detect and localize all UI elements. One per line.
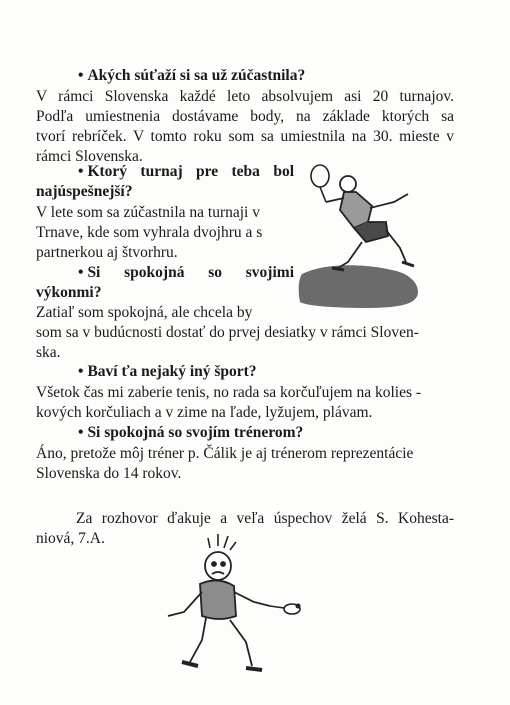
question-3-text: Si spokojná so svojimi — [87, 264, 294, 281]
bullet: • — [78, 264, 84, 281]
answer-2-line-2: Trnave, kde som vyhrala dvojhru a s — [36, 224, 263, 241]
question-4-text: Baví ťa nejaký iný šport? — [87, 363, 257, 380]
answer-3-line-3: ska. — [36, 344, 61, 361]
question-2-line-1 — [78, 162, 294, 182]
answer-5-line-1: Áno, pretože môj tréner p. Čálik je aj trénerom reprezentácie — [36, 445, 414, 462]
closing-line-1: Za rozhovor ďakuje a veľa úspechov želá S. Kohesta- — [76, 510, 454, 527]
answer-1-line-1: V rámci Slovenska každé leto absolvujem asi 20 turnajov. — [36, 88, 454, 105]
answer-3-line-2: som sa v budúcnosti dostať do prvej desiatky v rámci Sloven- — [36, 324, 419, 341]
answer-2-line-1: V lete som sa zúčastnila na turnaji v — [36, 204, 260, 221]
tennis-player-illustration-top — [296, 158, 456, 318]
question-3-line-1 — [78, 263, 294, 283]
bullet: • — [78, 67, 84, 84]
answer-4-line-2: kových korčuliach a v zime na ľade, lyžujem, plávam. — [36, 404, 373, 421]
bullet: • — [78, 163, 84, 180]
question-2-line-2: najúspešnejší? — [36, 183, 133, 200]
ground-shadow-shape — [299, 265, 418, 308]
answer-5-line-2: Slovenska do 14 rokov. — [36, 465, 182, 482]
answer-4-line-1: Všetok čas mi zaberie tenis, no rada sa korčuľujem na kolies - — [36, 384, 422, 401]
answer-2-line-3: partnerkou aj štvorhru. — [36, 244, 178, 261]
player-figure — [326, 176, 414, 270]
surprise-lines — [208, 534, 236, 550]
question-5-text: Si spokojná so svojím trénerom? — [87, 424, 304, 441]
racket-icon — [311, 165, 329, 202]
question-1 — [78, 66, 305, 86]
question-2-text: Ktorý turnaj pre teba bol — [87, 163, 294, 180]
question-1-text: Akých súťaží si sa už zúčastnila? — [87, 67, 306, 84]
ball-icon — [296, 604, 301, 609]
bullet: • — [78, 424, 84, 441]
answer-3-line-1: Zatiaľ som spokojná, ale chcela by — [36, 304, 253, 321]
question-3-line-2: výkonmi? — [36, 284, 102, 301]
racket-icon — [270, 604, 300, 614]
player-figure — [168, 552, 270, 670]
closing-line-2: niová, 7.A. — [36, 530, 105, 547]
answer-1-line-2: Podľa umiestnenia dostávame body, na základe ktorých sa — [36, 108, 454, 125]
question-5 — [78, 423, 303, 443]
question-4 — [78, 362, 257, 382]
answer-1-line-3: tvorí rebríček. V tomto roku som sa umiestnila na 30. mieste v — [36, 128, 454, 145]
bullet: • — [78, 363, 84, 380]
tennis-player-illustration-bottom — [150, 530, 310, 690]
answer-1-line-4: rámci Slovenska. — [36, 148, 143, 165]
